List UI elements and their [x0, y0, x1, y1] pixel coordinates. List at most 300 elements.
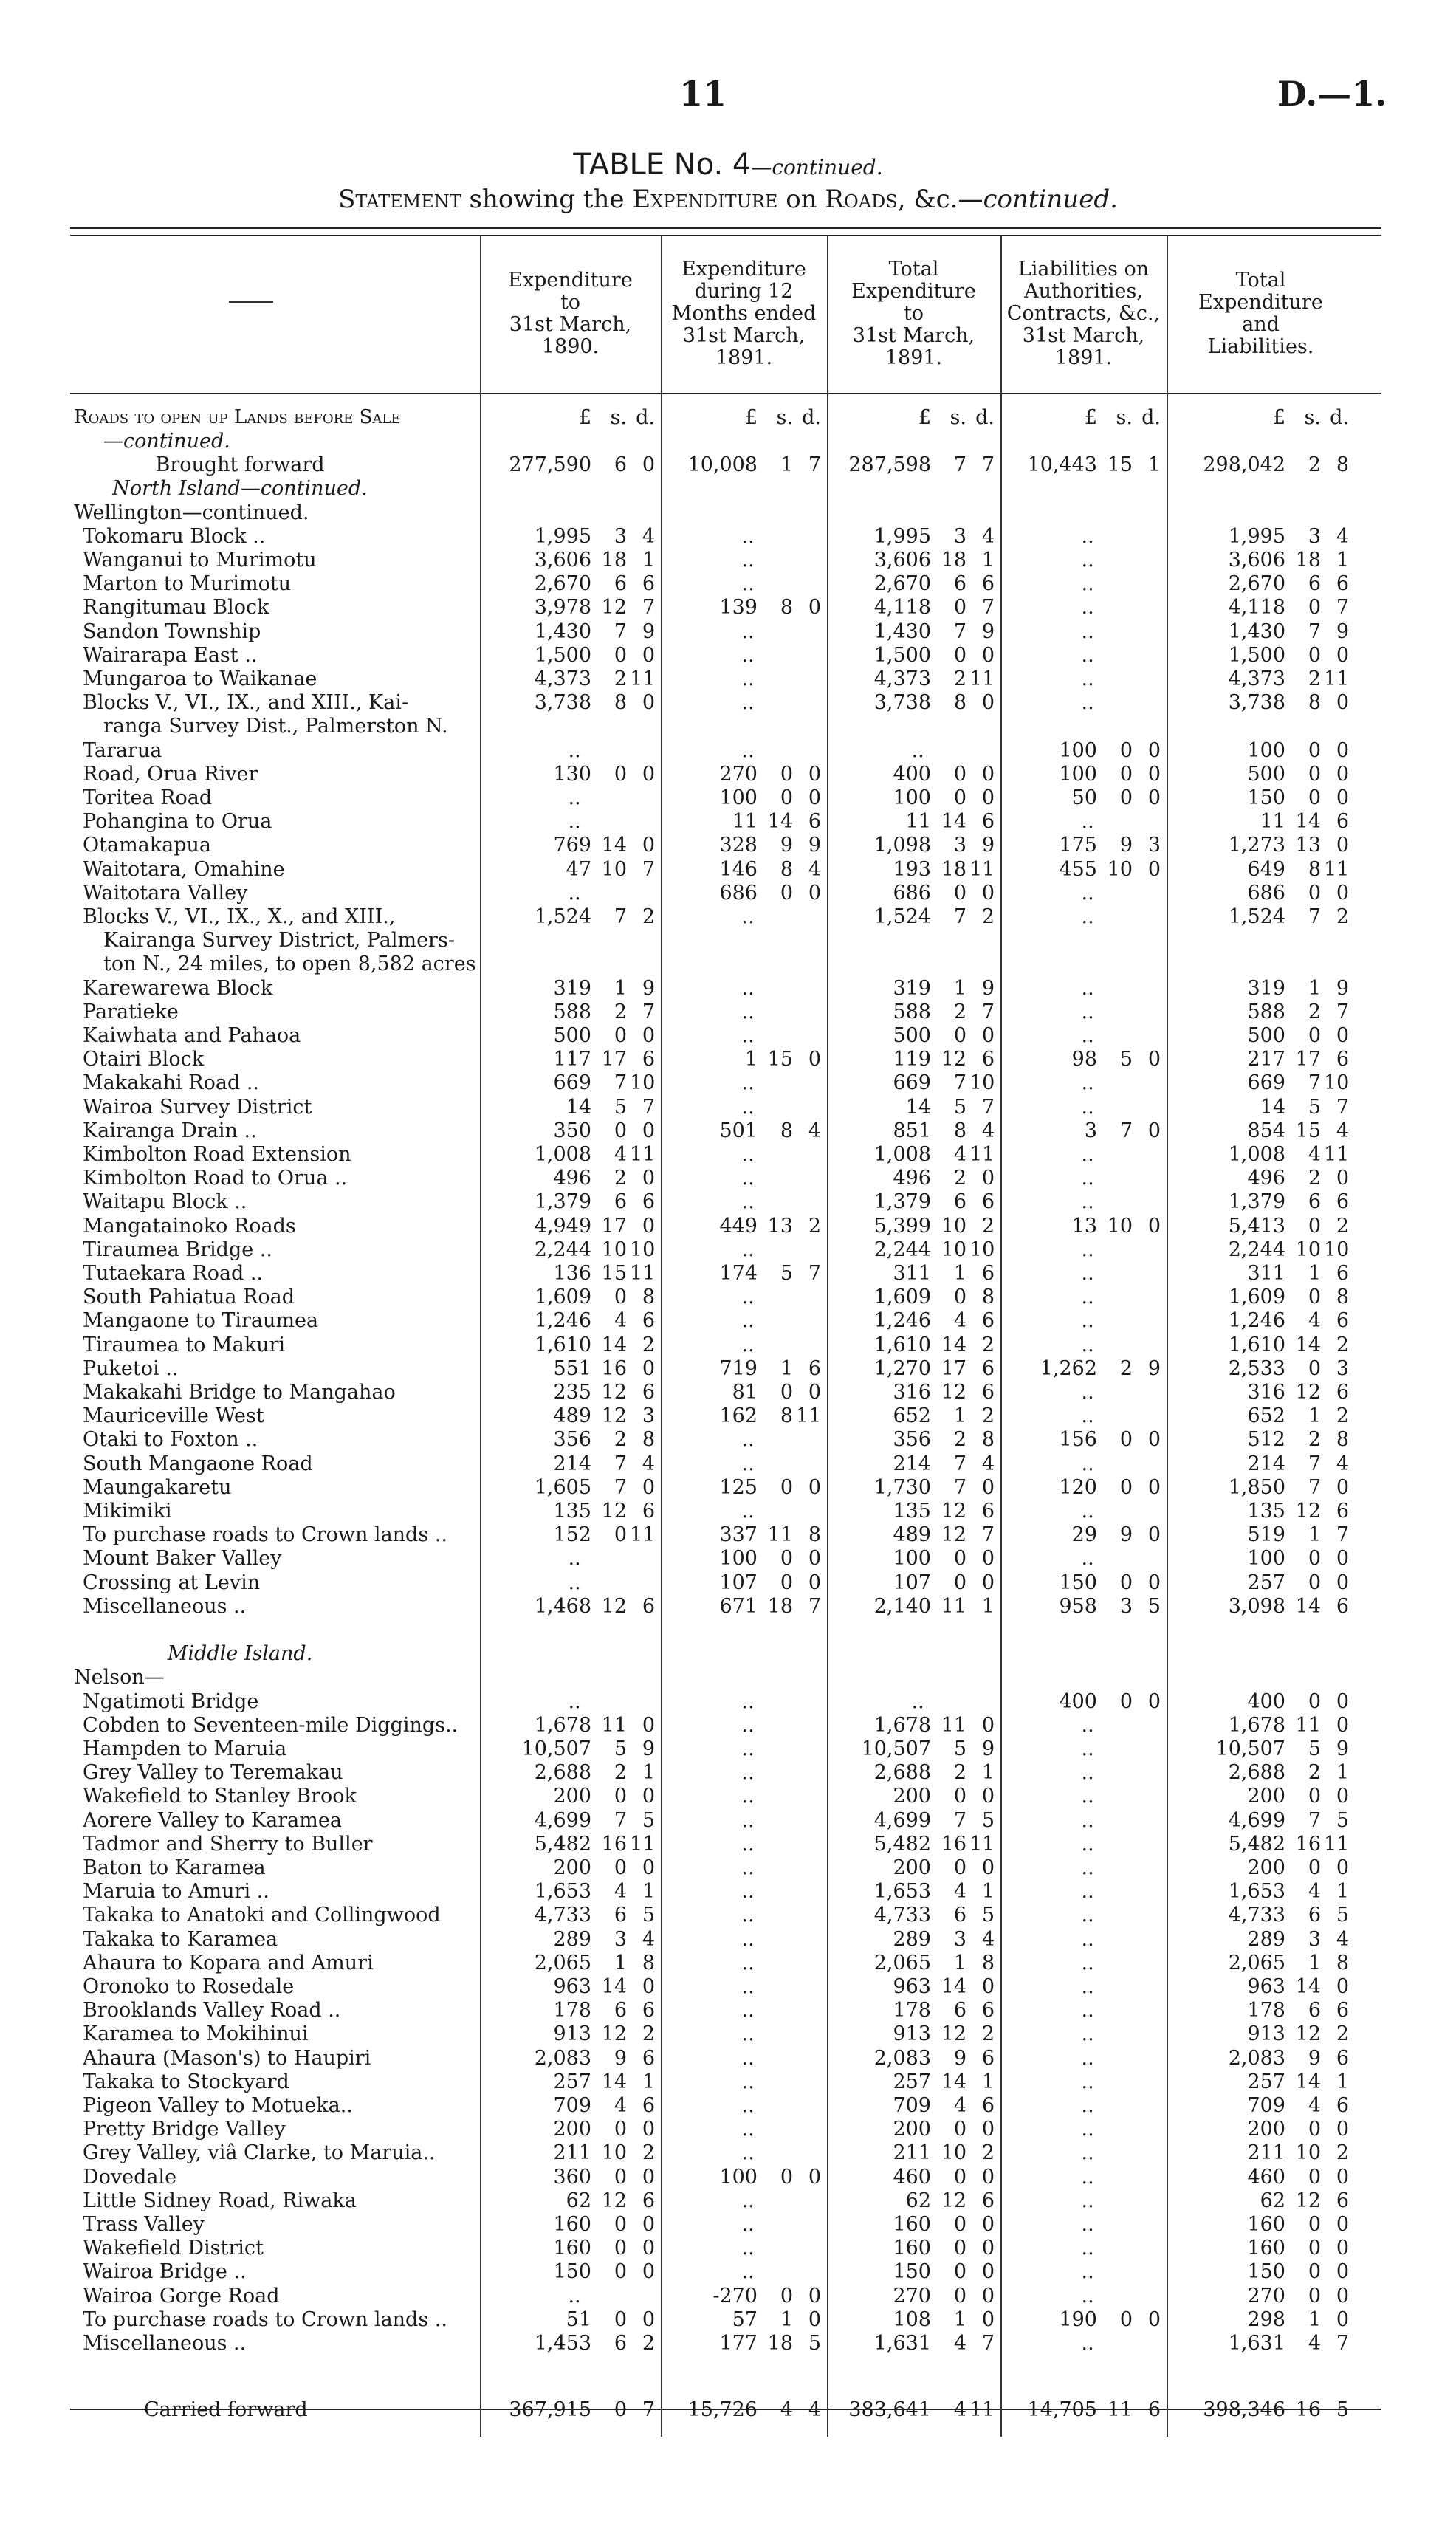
- pounds-value: 108: [893, 2308, 931, 2331]
- shillings-value: 14: [941, 2070, 966, 2093]
- pence-value: 0: [1147, 1428, 1161, 1451]
- pounds-value: 257: [553, 2070, 591, 2093]
- pence-value: 5: [981, 1809, 995, 1832]
- pounds-value: 107: [719, 1571, 758, 1594]
- empty-marker: ..: [1081, 1833, 1094, 1856]
- pounds-value: 1,270: [873, 1357, 931, 1380]
- pounds-value: 2,140: [873, 1595, 931, 1618]
- empty-marker: ..: [1081, 2094, 1094, 2117]
- table-row: [0, 1286, 1456, 1309]
- pence-value: 10: [969, 1071, 995, 1094]
- table-row: [0, 1833, 1456, 1856]
- table-row: [0, 858, 1456, 882]
- pence-value: 0: [1336, 1167, 1349, 1190]
- shillings-value: 0: [1119, 763, 1133, 786]
- row-label: Road, Orua River: [83, 763, 258, 786]
- pounds-value: 2,688: [1228, 1761, 1285, 1784]
- pounds-value: 686: [1247, 882, 1285, 905]
- pounds-value: 1,610: [873, 1334, 931, 1356]
- pounds-value: 150: [1247, 786, 1285, 809]
- pounds-value: 356: [553, 1428, 591, 1451]
- row-label: To purchase roads to Crown lands ..: [83, 2308, 447, 2331]
- shillings-value: 0: [953, 2285, 966, 2307]
- pence-value: 7: [808, 453, 821, 476]
- shillings-value: 5: [1308, 1096, 1321, 1119]
- shillings-value: 8: [780, 1119, 793, 1142]
- table-row: [0, 501, 1456, 525]
- pounds-value: 4,373: [873, 668, 931, 690]
- shillings-value: 10: [1295, 1238, 1321, 1261]
- empty-marker: ..: [1081, 2260, 1094, 2283]
- row-label: Takaka to Anatoki and Collingwood: [83, 1904, 441, 1926]
- pence-value: 6: [642, 1381, 655, 1404]
- shillings-value: 14: [941, 810, 966, 833]
- pounds-value: 2,083: [534, 2047, 591, 2070]
- pounds-value: 1,610: [1228, 1334, 1285, 1356]
- empty-marker: ..: [1081, 1238, 1094, 1261]
- table-row: [0, 810, 1456, 834]
- table-row: [0, 882, 1456, 905]
- empty-marker: ..: [1081, 2285, 1094, 2307]
- pence-value: 6: [1336, 2094, 1349, 2117]
- empty-marker: ..: [741, 1999, 755, 2022]
- shillings-value: 6: [614, 1904, 627, 1926]
- pence-value: 1: [1336, 1880, 1349, 1903]
- empty-marker: ..: [1081, 1404, 1094, 1427]
- pounds-value: 81: [732, 1381, 758, 1404]
- pounds-value: 337: [719, 1523, 758, 1546]
- pounds-value: 328: [719, 834, 758, 857]
- empty-marker: ..: [568, 1547, 581, 1570]
- empty-marker: ..: [741, 1856, 755, 1879]
- pence-value: 4: [808, 1119, 821, 1142]
- pence-value: 6: [1336, 572, 1349, 595]
- empty-marker: ..: [1081, 1737, 1094, 1760]
- shillings-value: 7: [1308, 905, 1321, 928]
- pence-value: 0: [1147, 1523, 1161, 1546]
- row-label: Sandon Township: [83, 620, 261, 643]
- shillings-value: 1: [953, 2308, 966, 2331]
- pence-value: 7: [642, 2398, 655, 2421]
- pence-value: 7: [1336, 596, 1349, 619]
- shillings-value: 13: [1295, 834, 1321, 857]
- pence-value: 7: [1336, 1001, 1349, 1023]
- pounds-value: 11: [1260, 810, 1285, 833]
- header-dash: [229, 301, 273, 303]
- pence-value: 6: [1336, 810, 1349, 833]
- pence-value: 0: [1336, 2166, 1349, 2189]
- pounds-value: 298: [1247, 2308, 1285, 2331]
- column-header-text: Liabilities on Authorities, Contracts, &c., 31st March, 1891.: [1006, 258, 1161, 369]
- shillings-value: 3: [1308, 525, 1321, 548]
- shillings-value: 0: [1119, 1428, 1133, 1451]
- empty-marker: ..: [741, 1334, 755, 1356]
- table-row: [0, 1737, 1456, 1761]
- pence-value: 0: [1336, 1476, 1349, 1499]
- pounds-value: 62: [1260, 2189, 1285, 2212]
- pence-value: 0: [1336, 1690, 1349, 1713]
- shillings-value: 1: [1308, 977, 1321, 1000]
- pence-value: 0: [1147, 858, 1161, 881]
- row-label: —continued.: [103, 430, 230, 453]
- pence-value: 0: [981, 1571, 995, 1594]
- shillings-value: 2: [953, 1428, 966, 1451]
- pence-value: 0: [1336, 1547, 1349, 1570]
- shillings-value: 18: [601, 549, 627, 572]
- pence-value: 0: [981, 1024, 995, 1047]
- row-label: Ahaura to Kopara and Amuri: [83, 1952, 374, 1974]
- pounds-value: 1,246: [534, 1309, 591, 1332]
- pounds-value: 5,482: [1228, 1833, 1285, 1856]
- pence-value: 9: [981, 620, 995, 643]
- pence-value: 2: [981, 1334, 995, 1356]
- pence-value: 8: [1336, 453, 1349, 476]
- pounds-value: 1,850: [1228, 1476, 1285, 1499]
- pence-value: 2: [981, 1215, 995, 1238]
- pounds-value: 14: [1260, 1096, 1285, 1119]
- row-label: Wakefield District: [83, 2237, 264, 2259]
- pence-value: 6: [1336, 1381, 1349, 1404]
- pounds-value: 3,978: [534, 596, 591, 619]
- table-row: [0, 1476, 1456, 1500]
- pounds-value: 1,524: [1228, 905, 1285, 928]
- empty-marker: ..: [741, 2260, 755, 2283]
- section-heading: Roads to open up Lands before Sale: [74, 406, 401, 428]
- shillings-value: 0: [614, 2260, 627, 2283]
- shillings-value: 0: [614, 2398, 627, 2421]
- pence-value: 6: [642, 1500, 655, 1523]
- pence-value: 0: [642, 1476, 655, 1499]
- shillings-value: 2: [953, 1761, 966, 1784]
- shillings-value: 8: [780, 1404, 793, 1427]
- pence-value: 7: [981, 596, 995, 619]
- row-label: Aorere Valley to Karamea: [83, 1809, 342, 1832]
- pounds-value: 5,482: [534, 1833, 591, 1856]
- pounds-value: 178: [1247, 1999, 1285, 2022]
- pence-value: 0: [808, 1381, 821, 1404]
- shillings-value: 4: [953, 1880, 966, 1903]
- shillings-value: 1: [1308, 1952, 1321, 1974]
- pounds-value: 1,008: [1228, 1143, 1285, 1166]
- pounds-value: 588: [553, 1001, 591, 1023]
- pounds-value: 10,507: [1215, 1737, 1285, 1760]
- pence-value: 6: [981, 2047, 995, 2070]
- row-label: Wakefield to Stanley Brook: [83, 1785, 357, 1808]
- pounds-value: 588: [1247, 1001, 1285, 1023]
- shillings-value: 6: [1308, 1999, 1321, 2022]
- shillings-value: 0: [953, 1024, 966, 1047]
- table-row: [0, 668, 1456, 691]
- pounds-value: 47: [566, 858, 591, 881]
- row-label: Tararua: [83, 739, 162, 762]
- pounds-value: 2,670: [873, 572, 931, 595]
- pence-value: 6: [808, 810, 821, 833]
- pence-value: 5: [1336, 2398, 1349, 2421]
- pence-value: 7: [642, 1001, 655, 1023]
- table-row: [0, 1119, 1456, 1143]
- table-row: [0, 2047, 1456, 2070]
- pence-value: 4: [981, 1119, 995, 1142]
- empty-marker: ..: [568, 786, 581, 809]
- shillings-value: 0: [953, 2213, 966, 2236]
- pounds-value: 496: [893, 1167, 931, 1190]
- pounds-value: 160: [1247, 2237, 1285, 2259]
- pence-value: 4: [1336, 1928, 1349, 1951]
- shillings-value: 5: [953, 1737, 966, 1760]
- shillings-value: 0: [614, 1286, 627, 1308]
- empty-marker: ..: [741, 2189, 755, 2212]
- pence-value: 6: [981, 810, 995, 833]
- table-row: [0, 1024, 1456, 1048]
- empty-marker: ..: [1081, 2213, 1094, 2236]
- table-row: [0, 1856, 1456, 1880]
- pounds-value: 1,995: [873, 525, 931, 548]
- pounds-value: 1,262: [1040, 1357, 1097, 1380]
- empty-marker: ..: [1081, 1262, 1094, 1285]
- pounds-value: 5,482: [873, 1833, 931, 1856]
- shillings-value: 0: [953, 2118, 966, 2141]
- pence-value: 0: [808, 596, 821, 619]
- pounds-value: 150: [1247, 2260, 1285, 2283]
- shillings-value: 8: [1308, 691, 1321, 714]
- empty-marker: ..: [741, 620, 755, 643]
- empty-marker: ..: [1081, 620, 1094, 643]
- shillings-value: 7: [953, 453, 966, 476]
- pence-value: 7: [981, 2332, 995, 2355]
- shillings-value: 0: [1308, 1357, 1321, 1380]
- pounds-value: 460: [893, 2166, 931, 2189]
- empty-marker: ..: [911, 739, 924, 762]
- row-label: Kairanga Survey District, Palmers-: [103, 929, 455, 952]
- row-label: Grey Valley to Teremakau: [83, 1761, 343, 1784]
- pounds-value: 100: [1247, 739, 1285, 762]
- row-label: Miscellaneous ..: [83, 2332, 247, 2355]
- pence-value: 5: [642, 1809, 655, 1832]
- pence-value: 0: [642, 2260, 655, 2283]
- pounds-value: 512: [1247, 1428, 1285, 1451]
- shillings-value: 9: [1119, 1523, 1133, 1546]
- pounds-value: 4,699: [873, 1809, 931, 1832]
- shillings-value: 0: [614, 644, 627, 667]
- shillings-value: 0: [1308, 1571, 1321, 1594]
- shillings-value: 7: [953, 620, 966, 643]
- empty-marker: ..: [1081, 572, 1094, 595]
- pence-value: 0: [642, 1785, 655, 1808]
- shillings-value: 12: [601, 1500, 627, 1523]
- pounds-value: 5,399: [873, 1215, 931, 1238]
- table-row: [0, 739, 1456, 763]
- pence-value: 0: [642, 1119, 655, 1142]
- pence-value: 7: [1336, 2332, 1349, 2355]
- shillings-value: 3: [953, 525, 966, 548]
- row-label: South Pahiatua Road: [83, 1286, 295, 1308]
- empty-marker: ..: [741, 905, 755, 928]
- shillings-value: 12: [601, 1381, 627, 1404]
- pounds-value: 100: [893, 1547, 931, 1570]
- empty-marker: ..: [1081, 977, 1094, 1000]
- pounds-value: 257: [893, 2070, 931, 2093]
- table-row: [0, 1666, 1456, 1689]
- empty-marker: ..: [741, 1690, 755, 1713]
- table-row: [0, 1096, 1456, 1119]
- shillings-value: 4: [1308, 1880, 1321, 1903]
- table-row: [0, 691, 1456, 715]
- empty-marker: ..: [1081, 1714, 1094, 1737]
- empty-marker: ..: [1081, 2189, 1094, 2212]
- pence-value: 0: [981, 691, 995, 714]
- shillings-value: 6: [614, 1190, 627, 1213]
- shillings-value: 0: [1308, 2260, 1321, 2283]
- table-row: [0, 2308, 1456, 2332]
- table-row: [0, 953, 1456, 976]
- pounds-value: 501: [719, 1119, 758, 1142]
- shillings-value: 12: [941, 1381, 966, 1404]
- shillings-value: 10: [601, 1238, 627, 1261]
- empty-marker: ..: [741, 1500, 755, 1523]
- pence-value: 0: [642, 1215, 655, 1238]
- empty-marker: ..: [1081, 1334, 1094, 1356]
- empty-marker: ..: [568, 882, 581, 905]
- row-label: Miscellaneous ..: [83, 1595, 247, 1618]
- pounds-value: 1,609: [1228, 1286, 1285, 1308]
- row-label: Pretty Bridge Valley: [83, 2118, 286, 2141]
- shillings-value: 14: [1295, 2070, 1321, 2093]
- shillings-value: s.: [950, 406, 966, 429]
- shillings-value: 3: [614, 1928, 627, 1951]
- empty-marker: ..: [741, 572, 755, 595]
- pounds-value: 136: [553, 1262, 591, 1285]
- column-header: [1167, 240, 1355, 388]
- empty-marker: ..: [741, 1452, 755, 1475]
- pence-value: 1: [642, 2070, 655, 2093]
- shillings-value: 0: [780, 786, 793, 809]
- row-label: Kairanga Drain ..: [83, 1119, 257, 1142]
- empty-marker: ..: [1081, 2141, 1094, 2164]
- pounds-value: 460: [1247, 2166, 1285, 2189]
- shillings-value: 14: [1295, 1595, 1321, 1618]
- table-row: [0, 477, 1456, 501]
- empty-marker: ..: [741, 1928, 755, 1951]
- row-label: Trass Valley: [83, 2213, 205, 2236]
- pence-value: 4: [808, 858, 821, 881]
- pence-value: 10: [1324, 1071, 1350, 1094]
- pounds-value: 1,500: [873, 644, 931, 667]
- empty-marker: ..: [1081, 1381, 1094, 1404]
- empty-marker: ..: [741, 1190, 755, 1213]
- pounds-value: 2,083: [873, 2047, 931, 2070]
- empty-marker: ..: [1081, 668, 1094, 690]
- pounds-value: 1,430: [1228, 620, 1285, 643]
- pounds-value: 200: [553, 1785, 591, 1808]
- row-label: Makakahi Bridge to Mangahao: [83, 1381, 396, 1404]
- pence-value: 7: [642, 1096, 655, 1119]
- empty-marker: ..: [1081, 525, 1094, 548]
- pounds-value: 1,631: [873, 2332, 931, 2355]
- empty-marker: ..: [1081, 810, 1094, 833]
- pence-value: 0: [981, 1714, 995, 1737]
- shillings-value: 7: [614, 1452, 627, 1475]
- row-label: Pohangina to Orua: [83, 810, 272, 833]
- shillings-value: 15: [1107, 453, 1133, 476]
- shillings-value: 17: [601, 1048, 627, 1071]
- pence-value: 0: [981, 1785, 995, 1808]
- pence-value: 4: [808, 2398, 821, 2421]
- pounds-value: 1,631: [1228, 2332, 1285, 2355]
- empty-marker: ..: [1081, 2022, 1094, 2045]
- row-label: Waitotara, Omahine: [83, 858, 285, 881]
- pence-value: 11: [1324, 858, 1350, 881]
- pounds-value: 1,678: [873, 1714, 931, 1737]
- table-row: [0, 1167, 1456, 1190]
- pounds-value: 4,949: [534, 1215, 591, 1238]
- shillings-value: 0: [953, 882, 966, 905]
- pence-value: 0: [1147, 786, 1161, 809]
- pounds-value: 156: [1059, 1428, 1097, 1451]
- pounds-value: 649: [1247, 858, 1285, 881]
- row-label: Grey Valley, viâ Clarke, to Maruia..: [83, 2141, 436, 2164]
- pounds-value: 10,008: [687, 453, 758, 476]
- pounds-value: 1,379: [873, 1190, 931, 1213]
- pence-value: 0: [1336, 644, 1349, 667]
- shillings-value: 9: [1308, 2047, 1321, 2070]
- shillings-value: 0: [1308, 786, 1321, 809]
- table-row: [0, 1238, 1456, 1262]
- pence-value: 0: [1336, 2237, 1349, 2259]
- pounds-value: 1,008: [873, 1143, 931, 1166]
- pence-value: 6: [642, 1999, 655, 2022]
- pence-value: 0: [1336, 1571, 1349, 1594]
- table-row: [0, 2285, 1456, 2308]
- pence-value: 7: [981, 1096, 995, 1119]
- shillings-value: 16: [1295, 1833, 1321, 1856]
- shillings-value: 4: [780, 2398, 793, 2421]
- pence-value: 5: [1336, 1904, 1349, 1926]
- empty-marker: ..: [741, 1001, 755, 1023]
- pounds-value: £: [578, 406, 591, 429]
- pounds-value: 119: [893, 1048, 931, 1071]
- pence-value: 2: [642, 905, 655, 928]
- pence-value: 1: [642, 1761, 655, 1784]
- shillings-value: 7: [1308, 1809, 1321, 1832]
- pounds-value: 100: [719, 1547, 758, 1570]
- pence-value: 0: [1336, 1785, 1349, 1808]
- shillings-value: 0: [953, 2166, 966, 2189]
- pounds-value: 500: [553, 1024, 591, 1047]
- shillings-value: 11: [1295, 1714, 1321, 1737]
- pence-value: 0: [642, 1357, 655, 1380]
- shillings-value: 7: [614, 1809, 627, 1832]
- pounds-value: 211: [553, 2141, 591, 2164]
- pounds-value: 669: [893, 1071, 931, 1094]
- pounds-value: 3,098: [1228, 1595, 1285, 1618]
- table-row: [0, 430, 1456, 453]
- empty-marker: ..: [741, 644, 755, 667]
- table-row: [0, 620, 1456, 644]
- shillings-value: 12: [1295, 1381, 1321, 1404]
- pounds-value: 200: [553, 1856, 591, 1879]
- table-row: [0, 929, 1456, 953]
- empty-marker: ..: [1081, 1952, 1094, 1974]
- shillings-value: 2: [1308, 1761, 1321, 1784]
- pounds-value: 257: [1247, 2070, 1285, 2093]
- table-row: [0, 1619, 1456, 1642]
- table-row: [0, 2094, 1456, 2118]
- pounds-value: 29: [1071, 1523, 1097, 1546]
- table-row: [0, 1975, 1456, 1999]
- shillings-value: 14: [601, 834, 627, 857]
- pounds-value: 1,500: [1228, 644, 1285, 667]
- pounds-value: 356: [893, 1428, 931, 1451]
